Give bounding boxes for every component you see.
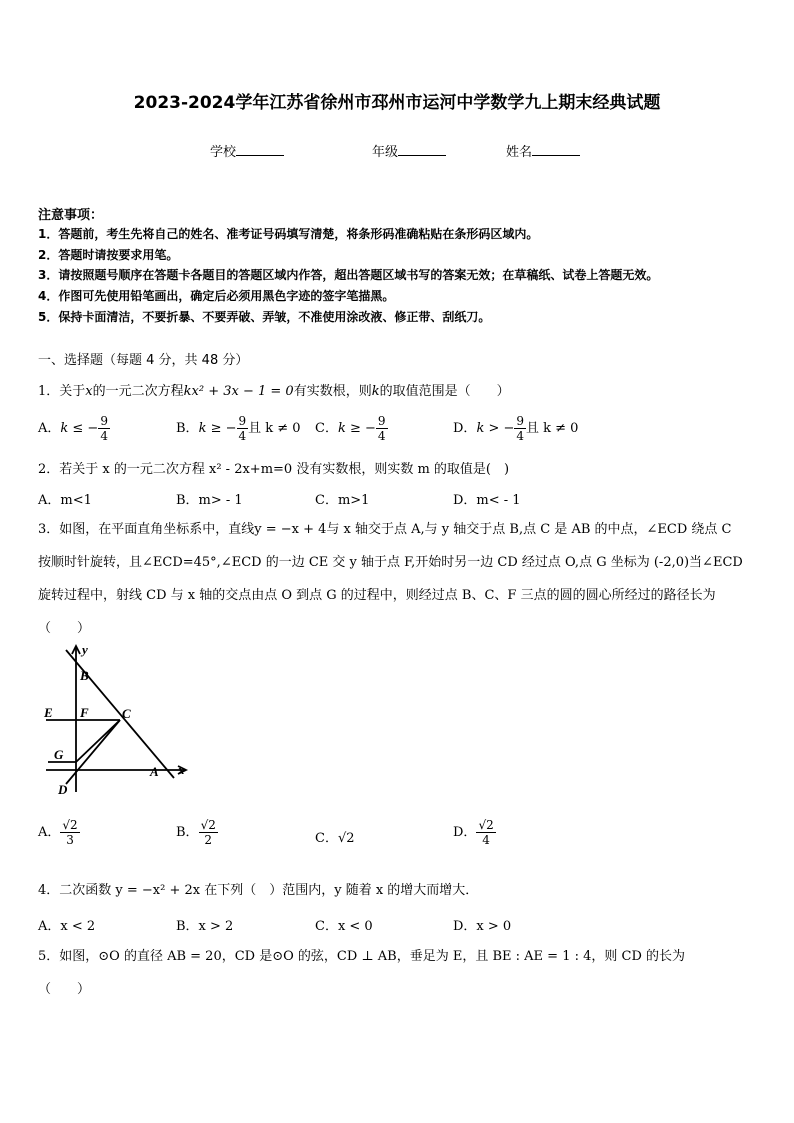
q1-option-c[interactable]: C．k ≥ − $\frac{9}{4}$ [315,414,386,443]
q3-line: （ ） [38,621,91,636]
q3-line: 3．如图，在平面直角坐标系中，直线y = −x + 4与 x 轴交于点 A,与 y 轴交于点 B,点 C 是 AB 的中点，∠ECD 绕点 C [38,522,732,537]
q2-option-c[interactable]: C．m>1 [315,493,370,508]
label-b: B [80,668,89,683]
q3-line: 旋转过程中，射线 CD 与 x 轴的交点由点 O 到点 G 的过程中，则经过点 B、C、F 三点的圆的圆心所经过的路径长为 [38,588,716,603]
label-f: F [80,705,89,720]
note-item: 4．作图可先使用铅笔画出，确定后必须用黑色字迹的签字笔描黑。 [38,289,395,303]
q3-figure [38,640,198,800]
school-label: 学校 [210,145,237,160]
q4-option-b[interactable]: B．x > 2 [176,919,234,934]
note-item: 1．答题前，考生先将自己的姓名、准考证号码填写清楚，将条形码准确粘贴在条形码区域内。 [38,227,539,241]
grade-blank [398,143,446,156]
label-a: A [150,764,159,779]
note-item: 5．保持卡面清洁，不要折暴、不要弄破、弄皱，不准使用涂改液、修正带、刮纸刀。 [38,310,491,324]
q5-line: （ ） [38,982,91,997]
q2-option-a[interactable]: A．m<1 [38,493,92,508]
question-2: 2．若关于 x 的一元二次方程 x² - 2x+m=0 没有实数根，则实数 m 的取值是( ) [38,462,510,477]
label-c: C [122,706,131,721]
label-d: D [58,782,68,797]
q4-option-d[interactable]: D．x > 0 [453,919,512,934]
q3-line: 按顺时针旋转，且∠ECD=45°,∠ECD 的一边 CE 交 y 轴于点 F,开始时另一边 CD 经过点 O,点 G 坐标为 (-2,0)当∠ECD [38,555,743,570]
question-1: 1．关于x的一元二次方程kx² + 3x − 1 = 0有实数根，则k的取值范围是（ ） [38,384,510,399]
grade-label: 年级 [372,145,399,160]
section-heading: 一、选择题（每题 4 分，共 48 分） [38,353,249,368]
label-e: E [44,705,53,720]
q4-option-a[interactable]: A．x < 2 [38,919,96,934]
school-blank [236,143,284,156]
q2-option-b[interactable]: B．m> - 1 [176,493,243,508]
q3-option-d[interactable]: D． $\frac{√2}{4}$ [453,818,494,847]
q1-option-b[interactable]: B．k ≥ − $\frac{9}{4}$ 且 k ≠ 0 [176,414,301,443]
line-gc [76,720,120,762]
grade-field [372,141,446,160]
label-y: y [82,642,88,657]
q5-line: 5．如图，⊙O 的直径 AB = 20，CD 是⊙O 的弦，CD ⊥ AB，垂足为 E，且 BE : AE = 1 : 4，则 CD 的长为 [38,949,686,964]
line-cd [66,720,120,784]
label-x: x [178,762,185,777]
q3-option-a[interactable]: A． $\frac{√2}{3}$ [38,818,78,847]
q1-option-d[interactable]: D．k > − $\frac{9}{4}$ 且 k ≠ 0 [453,414,579,443]
label-g: G [54,747,64,762]
q3-option-b[interactable]: B． $\frac{√2}{2}$ [176,818,216,847]
note-item: 3．请按照题号顺序在答题卡各题目的答题区域内作答，超出答题区域书写的答案无效；在草稿纸、试卷上答题无效。 [38,268,659,282]
q1-option-a[interactable]: A．k ≤ − $\frac{9}{4}$ [38,414,108,443]
question-5 [38,940,685,1006]
note-item: 2．答题时请按要求用笔。 [38,248,179,262]
name-field [506,141,580,160]
school-field [210,141,284,160]
q2-option-d[interactable]: D．m< - 1 [453,493,521,508]
name-label: 姓名 [506,145,533,160]
q3-option-c[interactable]: C．√2 [315,831,355,846]
notes-heading: 注意事项： [38,208,104,223]
q4-option-c[interactable]: C．x < 0 [315,919,373,934]
name-blank [532,143,580,156]
question-3 [38,513,743,645]
question-4: 4．二次函数 y = −x² + 2x 在下列（ ）范围内，y 随着 x 的增大而增大． [38,883,479,898]
exam-title: 2023-2024学年江苏省徐州市邳州市运河中学数学九上期末经典试题 [133,93,661,113]
